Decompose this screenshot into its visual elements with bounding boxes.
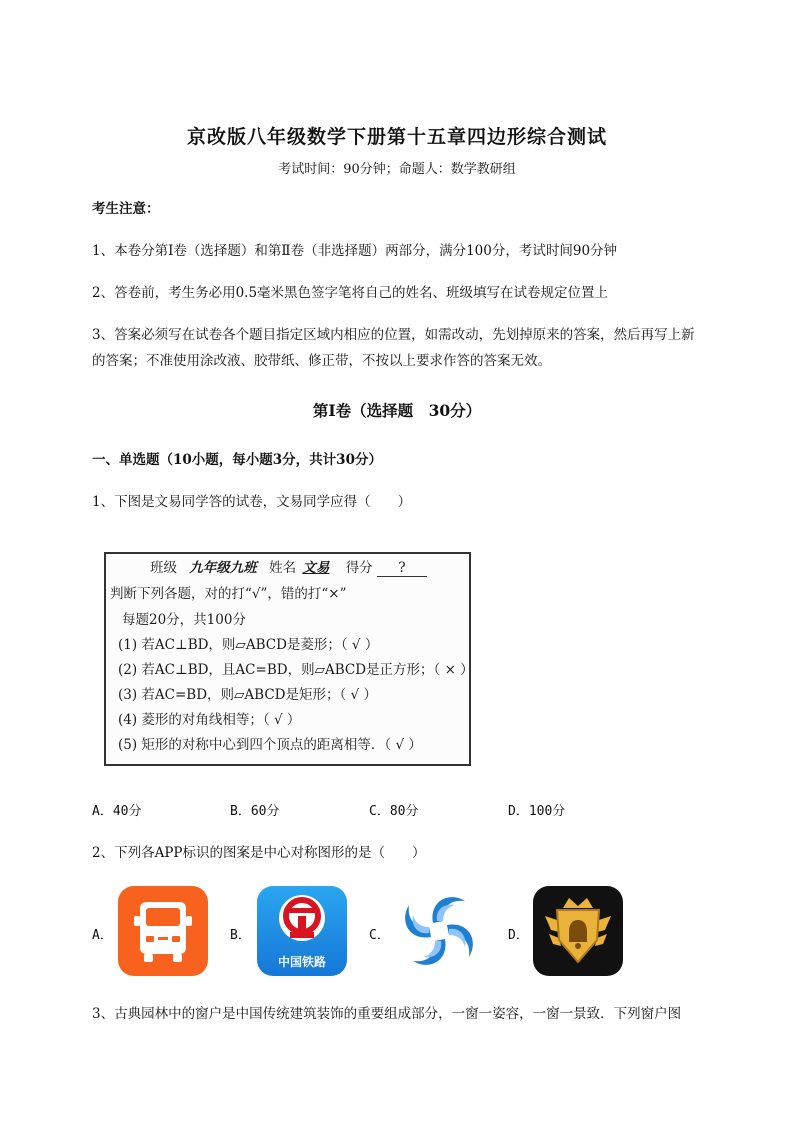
option-c-label: C． [369,928,390,943]
option-b-label: B． [230,928,251,943]
sheet-item-2: (2) 若AC⊥BD，且AC=BD，则▱ABCD是正方形；（ × ） [118,662,474,678]
notice-item-1: 1、本卷分第I卷（选择题）和第Ⅱ卷（非选择题）两部分，满分100分，考试时间90分钟 [92,243,618,259]
option-d-label: D． [508,928,529,943]
exam-info: 考试时间：90分钟；命题人：数学教研组 [278,162,516,177]
truck-app-icon [118,886,208,976]
question-2-stem: 2、下列各APP标识的图案是中心对称图形的是（ ） [92,845,426,861]
page-title: 京改版八年级数学下册第十五章四边形综合测试 [186,126,607,148]
sheet-instruction: 判断下列各题，对的打“√”，错的打“×” [110,586,347,602]
option-a: A．40分 [92,804,142,819]
railway-logo-text: 中国铁路 [277,955,327,969]
swirl-logo-icon [394,886,484,976]
option-a-label: A． [92,928,113,943]
question-1-stem: 1、下图是文易同学答的试卷，文易同学应得（ ） [92,494,412,510]
sheet-name-label: 姓名 [269,560,297,576]
sheet-item-1: (1) 若AC⊥BD，则▱ABCD是菱形；（ √ ） [118,637,379,653]
sheet-name-value: 文易 [302,560,330,576]
option-c: C．80分 [369,804,419,819]
notice-item-2: 2、答卷前，考生务必用0.5毫米黑色签字笔将自己的姓名、班级填写在试卷规定位置上 [92,285,609,301]
sheet-score-value: ? [377,560,427,577]
sheet-item-5: (5) 矩形的对称中心到四个顶点的距离相等．（ √ ） [118,737,422,753]
question-3-stem: 3、古典园林中的窗户是中国传统建筑装饰的重要组成部分，一窗一姿容，一窗一景致．下列窗户图 [92,1006,682,1022]
sheet-item-3: (3) 若AC=BD，则▱ABCD是矩形；（ √ ） [118,687,377,703]
notice-heading: 考生注意： [92,201,160,217]
notice-item-3b: 的答案；不准使用涂改液、胶带纸、修正带，不按以上要求作答的答案无效。 [92,353,551,369]
china-railway-app-icon [257,886,347,976]
crown-shield-app-icon [533,886,623,976]
sheet-points: 每题20分，共100分 [122,612,246,628]
option-b: B．60分 [230,804,280,819]
sheet-item-4: (4) 菱形的对角线相等；（ √ ） [118,712,301,728]
answer-sheet-image [104,552,474,766]
part-heading: 一、单选题（10小题，每小题3分，共计30分） [92,452,382,468]
sheet-score-label: 得分 [345,560,373,576]
sheet-class-value: 九年级九班 [189,560,257,576]
sheet-class-label: 班级 [150,560,177,576]
notice-item-3a: 3、答案必须写在试卷各个题目指定区域内相应的位置，如需改动，先划掉原来的答案，然后再写上新 [92,327,695,343]
option-d: D．100分 [508,804,566,819]
section-title: 第I卷（选择题 30分） [312,401,482,420]
